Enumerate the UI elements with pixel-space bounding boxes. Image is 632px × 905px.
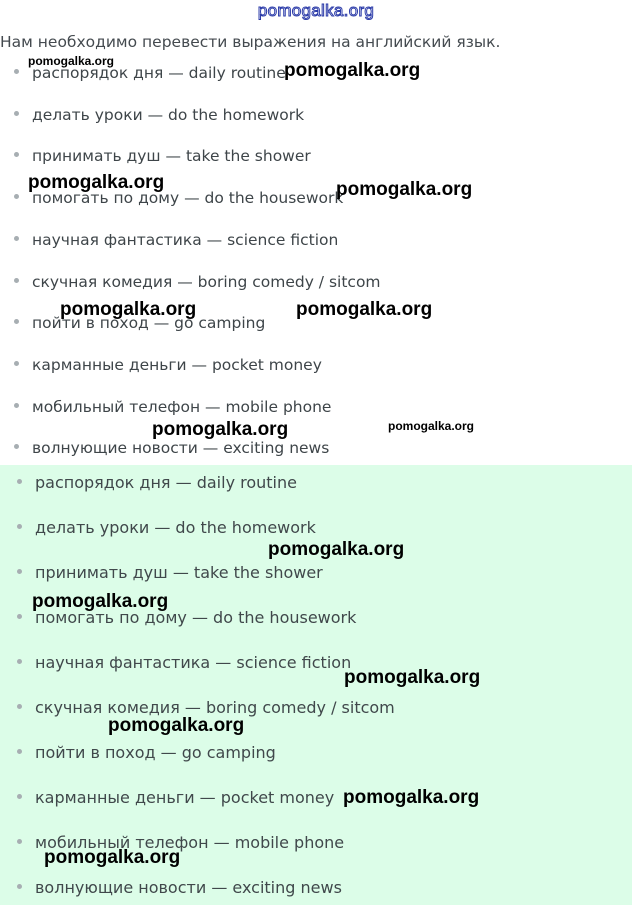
list-item: волнующие новости — exciting news bbox=[14, 439, 329, 457]
bullet-icon bbox=[14, 152, 19, 157]
list-item: помогать по дому — do the housework bbox=[14, 189, 343, 207]
site-logo[interactable]: pomogalka.org bbox=[257, 1, 375, 20]
bullet-icon bbox=[14, 194, 19, 199]
bullet-icon bbox=[17, 884, 22, 889]
bullet-icon bbox=[17, 569, 22, 574]
list-item: скучная комедия — boring comedy / sitcom bbox=[14, 273, 381, 291]
bullet-icon bbox=[14, 444, 19, 449]
list-item: пойти в поход — go camping bbox=[17, 743, 276, 762]
watermark: pomogalka.org bbox=[336, 179, 473, 200]
list-item: делать уроки — do the homework bbox=[14, 106, 304, 124]
list-item: распорядок дня — daily routine bbox=[17, 473, 297, 492]
watermark: pomogalka.org bbox=[108, 715, 245, 736]
bullet-icon bbox=[14, 278, 19, 283]
watermark: pomogalka.org bbox=[152, 419, 289, 440]
watermark: pomogalka.org bbox=[28, 54, 115, 68]
list-item: распорядок дня — daily routine bbox=[14, 64, 286, 82]
bullet-icon bbox=[17, 839, 22, 844]
watermark: pomogalka.org bbox=[268, 539, 405, 560]
bullet-icon bbox=[14, 111, 19, 116]
bullet-icon bbox=[17, 659, 22, 664]
watermark: pomogalka.org bbox=[388, 419, 475, 433]
watermark: pomogalka.org bbox=[44, 847, 181, 868]
watermark: pomogalka.org bbox=[60, 299, 197, 320]
bullet-icon bbox=[14, 403, 19, 408]
bullet-icon bbox=[17, 794, 22, 799]
list-item: помогать по дому — do the housework bbox=[17, 608, 356, 627]
bullet-icon bbox=[14, 319, 19, 324]
watermark: pomogalka.org bbox=[32, 591, 169, 612]
list-item: пойти в поход — go camping bbox=[14, 314, 265, 332]
list-item: волнующие новости — exciting news bbox=[17, 878, 342, 897]
list-item: карманные деньги — pocket money bbox=[17, 788, 334, 807]
bullet-icon bbox=[17, 614, 22, 619]
watermark: pomogalka.org bbox=[343, 787, 480, 808]
list-item: мобильный телефон — mobile phone bbox=[14, 398, 331, 416]
bullet-icon bbox=[17, 749, 22, 754]
bullet-icon bbox=[14, 69, 19, 74]
list-item: делать уроки — do the homework bbox=[17, 518, 316, 537]
list-item: научная фантастика — science fiction bbox=[14, 231, 338, 249]
list-item: мобильный телефон — mobile phone bbox=[17, 833, 344, 852]
watermark: pomogalka.org bbox=[28, 172, 165, 193]
list-item: научная фантастика — science fiction bbox=[17, 653, 351, 672]
watermark: pomogalka.org bbox=[296, 299, 433, 320]
highlighted-block bbox=[0, 465, 632, 905]
list-item: принимать душ — take the shower bbox=[17, 563, 323, 582]
list-item: скучная комедия — boring comedy / sitcom bbox=[17, 698, 395, 717]
bullet-icon bbox=[17, 524, 22, 529]
bullet-icon bbox=[17, 704, 22, 709]
bullet-icon bbox=[17, 479, 22, 484]
list-item: принимать душ — take the shower bbox=[14, 147, 311, 165]
bullet-icon bbox=[14, 236, 19, 241]
watermark: pomogalka.org bbox=[284, 60, 421, 81]
intro-text: Нам необходимо перевести выражения на английский язык. bbox=[0, 33, 501, 51]
watermark: pomogalka.org bbox=[344, 667, 481, 688]
bullet-icon bbox=[14, 361, 19, 366]
list-item: карманные деньги — pocket money bbox=[14, 356, 322, 374]
